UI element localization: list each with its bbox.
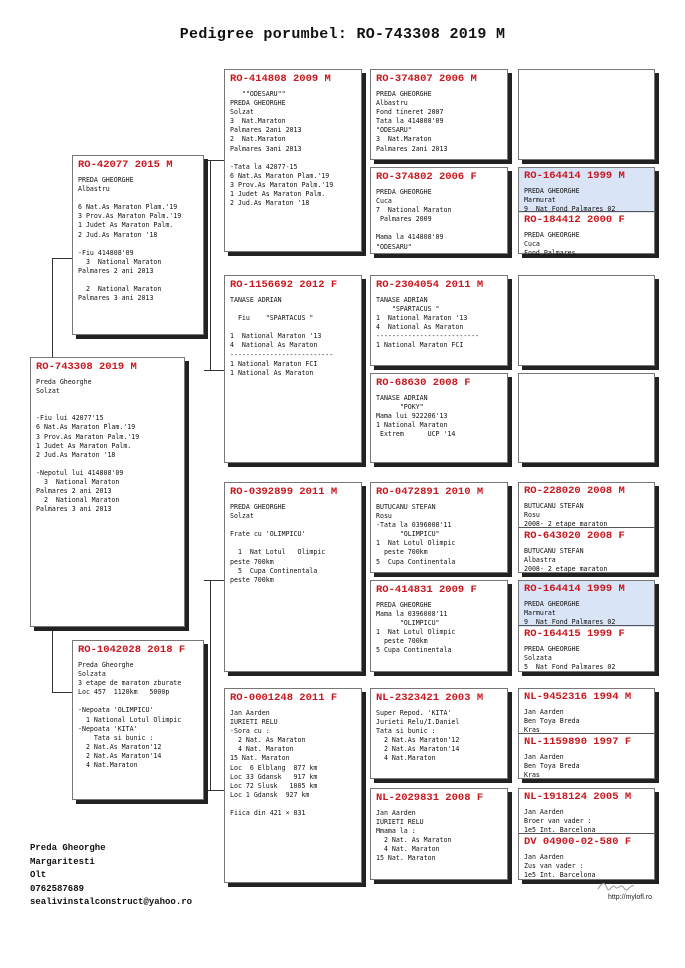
- ring-number: RO-414808 2009 M: [230, 73, 331, 85]
- pigeon-details: TANASE ADRIAN "POKY" Mama lui 922206'13 1 National Maraton Extrem UCP '14: [376, 394, 456, 439]
- pigeon-card-sire-sire-sire[interactable]: [370, 69, 508, 160]
- ring-number: RO-414831 2009 F: [376, 584, 477, 596]
- pigeon-details: PREDA GHEORGHE Solzata 5 Nat Fond Palmares 02: [524, 645, 616, 672]
- pigeon-card-dam-dam[interactable]: [224, 688, 362, 883]
- pigeon-card-dam-sire[interactable]: [224, 482, 362, 672]
- connector-line: [52, 258, 72, 259]
- pigeon-card-sire-dam-dam[interactable]: [370, 373, 508, 463]
- pigeon-card-sire-dam-sire[interactable]: [370, 275, 508, 366]
- connector-line: [52, 692, 72, 693]
- ring-number: RO-184412 2000 F: [524, 214, 625, 226]
- ring-number: RO-228020 2008 M: [524, 485, 625, 497]
- pigeon-details: PREDA GHEORGHE Albastru Fond tineret 2007 Tata la 414808'09 "ODESARU" 3 Nat.Maraton Palmares 2ani 2013: [376, 90, 448, 153]
- pigeon-card-gen4[interactable]: [518, 788, 655, 880]
- pigeon-details: Jan Aarden IURIETI RELU Mmama la : 2 Nat. As Maraton 4 Nat. Maraton 15 Nat. Maraton: [376, 809, 452, 863]
- ring-number: RO-164414 1999 M: [524, 170, 625, 182]
- connector-line: [204, 160, 224, 161]
- ring-number: NL-9452316 1994 M: [524, 691, 632, 703]
- pigeon-details: BUTUCANU STEFAN Rosu -Tata la 0396008'11 "OLIMPICU" 1 Nat Lotul Olimpic peste 700km 5 Cupa Continentala: [376, 503, 456, 566]
- pigeon-details: PREDA GHEORGHE Mama la 0396008'11 "OLIMPICU" 1 Nat Lotul Olimpic peste 700km 5 Cupa Continentala: [376, 601, 456, 655]
- pigeon-card-dam-sire-dam[interactable]: [370, 580, 508, 672]
- ring-number: RO-374802 2006 F: [376, 171, 477, 183]
- signature-logo: [596, 880, 636, 894]
- owner-contact: [30, 842, 192, 910]
- website-link[interactable]: http://mylofl.ro: [608, 894, 652, 901]
- pigeon-card-dam-dam-sire[interactable]: [370, 688, 508, 779]
- ring-number: NL-2323421 2003 M: [376, 692, 484, 704]
- owner-county: Olt: [30, 870, 47, 881]
- pigeon-card-sire-sire[interactable]: [224, 69, 362, 252]
- owner-locality: Margaritesti: [30, 856, 95, 867]
- connector-line: [204, 580, 224, 581]
- ring-number: RO-68630 2008 F: [376, 377, 471, 389]
- pigeon-details: PREDA GHEORGHE Cuca 7 National Maraton Palmares 2009 Mama la 414808'09 "ODESARU": [376, 188, 452, 251]
- ring-number: RO-164414 1999 M: [524, 583, 625, 595]
- pigeon-card-dam-sire-sire[interactable]: [370, 482, 508, 573]
- pigeon-card-gen4[interactable]: [518, 482, 655, 573]
- ring-number: RO-743308 2019 M: [36, 361, 137, 373]
- pigeon-details: Jan Aarden IURIETI RELU -Sora cu : 2 Nat. As Maraton 4 Nat. Maraton 15 Nat. Maraton Loc 6 Elblang 877 km Loc 33 Gdansk 917 km Loc 72 Slusk 1005 km Loc 1 Gdansk 927 km Fiica din 421 × 831: [230, 709, 318, 818]
- ring-number: RO-0472891 2010 M: [376, 486, 484, 498]
- pigeon-details: Jan Aarden Broer van vader : 1e5 Int. Barcelona: [524, 808, 596, 835]
- pigeon-card-empty: [518, 69, 655, 160]
- ring-number: RO-42077 2015 M: [78, 159, 173, 171]
- ring-number: RO-643020 2008 F: [524, 530, 625, 542]
- owner-phone: 0762587689: [30, 883, 85, 894]
- pigeon-card-sire[interactable]: [72, 155, 204, 335]
- ring-number: RO-0392899 2011 M: [230, 486, 338, 498]
- page-title: Pedigree porumbel: RO-743308 2019 M: [179, 26, 506, 43]
- ring-number: RO-164415 1999 F: [524, 628, 625, 640]
- pigeon-card-empty: [518, 275, 655, 366]
- pigeon-card-dam-dam-dam[interactable]: [370, 788, 508, 880]
- pigeon-details: TANASE ADRIAN "SPARTACUS " 1 National Maraton '13 4 National As Maraton -------------------------- 1 National Maraton FCI: [376, 296, 480, 350]
- ring-number: RO-2304054 2011 M: [376, 279, 484, 291]
- pigeon-card-subject[interactable]: [30, 357, 185, 627]
- owner-email[interactable]: sealivinstalconstruct@yahoo.ro: [30, 897, 193, 908]
- connector-line: [204, 790, 224, 791]
- pigeon-details: BUTUCANU STEFAN Rosu 2008- 2 etape maraton: [524, 502, 608, 529]
- connector-line: [204, 370, 224, 371]
- pigeon-details: PREDA GHEORGHE Cuca Fond Palmares: [524, 231, 580, 258]
- pigeon-details: Jan Aarden Ben Toya Breda Kras: [524, 708, 580, 735]
- pigeon-card-empty: [518, 373, 655, 463]
- ring-number: RO-374807 2006 M: [376, 73, 477, 85]
- pigeon-card-sire-dam[interactable]: [224, 275, 362, 463]
- pigeon-card-gen4[interactable]: [518, 580, 655, 672]
- pigeon-card-gen4[interactable]: [518, 688, 655, 779]
- ring-number: RO-1156692 2012 F: [230, 279, 338, 291]
- owner-name: Preda Gheorghe: [30, 843, 106, 853]
- pigeon-card-gen4[interactable]: [518, 167, 655, 258]
- connector-line: [210, 580, 211, 790]
- pigeon-card-sire-sire-dam[interactable]: [370, 167, 508, 254]
- pigeon-details: BUTUCANU STEFAN Albastra 2008- 2 etape maraton: [524, 547, 608, 574]
- ring-number: DV 04900-02-580 F: [524, 836, 632, 848]
- ring-number: NL-1159890 1997 F: [524, 736, 632, 748]
- pigeon-details: Preda Gheorghe Solzata 3 etape de maraton zburate Loc 457 1120km 5000p -Nepoata 'OLIMPICU' 1 National Lotul Olimpic -Nepoata 'KITA' Tata si bunic : 2 Nat.As Maraton'12 2 Nat.As Maraton'14 4 Nat.Maraton: [78, 661, 182, 770]
- ring-number: NL-2029831 2008 F: [376, 792, 484, 804]
- connector-line: [210, 160, 211, 370]
- pigeon-details: PREDA GHEORGHE Marmurat 9 Nat Fond Palmares 02: [524, 600, 616, 627]
- pigeon-details: PREDA GHEORGHE Marmurat 9 Nat Fond Palmares 02: [524, 187, 616, 214]
- pigeon-details: PREDA GHEORGHE Solzat Frate cu 'OLIMPICU' 1 Nat Lotul Olimpic peste 700km 5 Cupa Continentala peste 700km: [230, 503, 326, 584]
- pigeon-details: PREDA GHEORGHE Albastru 6 Nat.As Maraton Plam.'19 3 Prov.As Maraton Palm.'19 1 Judet As Maraton Palm. 2 Jud.As Maraton '18 -Fiu 414808'09 3 National Maraton Palmares 2 ani 2013 2 National Maraton Palmares 3 ani 2013: [78, 176, 182, 303]
- pigeon-card-dam[interactable]: [72, 640, 204, 800]
- pigeon-details: TANASE ADRIAN Fiu "SPARTACUS " 1 National Maraton '13 4 National As Maraton -------------------------- 1 National Maraton FCI 1 National As Maraton: [230, 296, 334, 377]
- pigeon-details: Jan Aarden Ben Toya Breda Kras: [524, 753, 580, 780]
- ring-number: NL-1918124 2005 M: [524, 791, 632, 803]
- ring-number: RO-0001248 2011 F: [230, 692, 338, 704]
- ring-number: RO-1042028 2018 F: [78, 644, 186, 656]
- pigeon-details: Preda Gheorghe Solzat -Fiu lui 42077'15 6 Nat.As Maraton Plam.'19 3 Prov.As Maraton Palm.'19 1 Judet As Maraton Palm. 2 Jud.As Maraton '18 -Nepotul lui 414808'09 3 National Maraton Palmares 2 ani 2013 2 National Maraton Palmares 3 ani 2013: [36, 378, 140, 514]
- pigeon-details: Jan Aarden Zus van vader : 1e5 Int. Barcelona: [524, 853, 596, 880]
- pigeon-details: ""ODESARU"" PREDA GHEORGHE Solzat 3 Nat.Maraton Palmares 2ani 2013 2 Nat.Maraton Palmares 3ani 2013 -Tata la 42077-15 6 Nat.As Maraton Plam.'19 3 Prov.As Maraton Palm.'19 1 Judet As Maraton Palm. 2 Jud.As Maraton '18: [230, 90, 334, 208]
- pigeon-details: Super Repod. 'KITA' Jurieti Relu/I.Daniel Tata si bunic : 2 Nat.As Maraton'12 2 Nat.As Maraton'14 4 Nat.Maraton: [376, 709, 460, 763]
